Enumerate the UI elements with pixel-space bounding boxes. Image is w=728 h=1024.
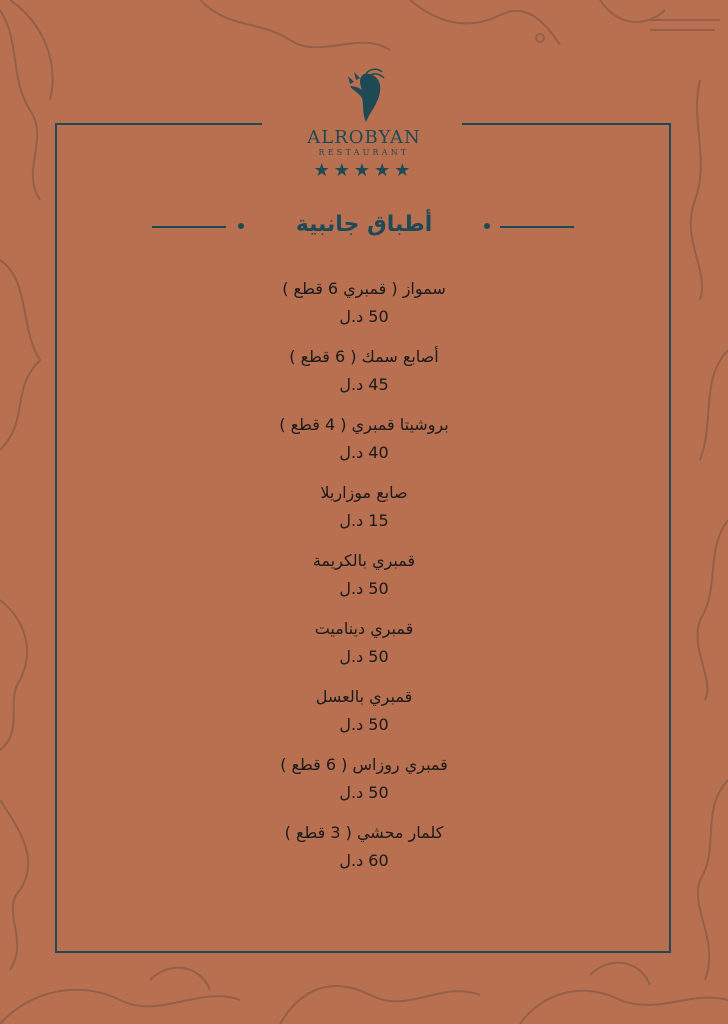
menu-item-price: 50 د.ل bbox=[339, 783, 389, 802]
menu-item bbox=[0, 820, 728, 888]
menu-item-price: 50 د.ل bbox=[339, 715, 389, 734]
menu-item bbox=[0, 548, 728, 616]
heading-dot-right bbox=[484, 223, 490, 229]
menu-item-price: 50 د.ل bbox=[339, 307, 389, 326]
menu-item bbox=[0, 480, 728, 548]
menu-item-price: 15 د.ل bbox=[339, 511, 389, 530]
menu-item-name: أصابع سمك ( 6 قطع ) bbox=[289, 347, 439, 366]
menu-item-name: كلمار محشي ( 3 قطع ) bbox=[284, 823, 444, 842]
brand-subtitle: RESTAURANT bbox=[318, 148, 410, 157]
menu-item-name: سمواز ( قمبري 6 قطع ) bbox=[282, 279, 446, 298]
section-title: أطباق جانبية bbox=[295, 212, 433, 237]
menu-item bbox=[0, 684, 728, 752]
menu-item-price: 50 د.ل bbox=[339, 579, 389, 598]
section-heading bbox=[0, 207, 728, 243]
rating-stars: ★★★★★ bbox=[313, 160, 415, 181]
shrimp-logo-icon bbox=[340, 68, 388, 126]
menu-item bbox=[0, 344, 728, 412]
brand-name: ALROBYAN bbox=[307, 127, 421, 148]
menu-item-price: 45 د.ل bbox=[339, 375, 389, 394]
menu-item bbox=[0, 616, 728, 684]
menu-item-name: بروشيتا قمبري ( 4 قطع ) bbox=[279, 415, 449, 434]
menu-item-price: 40 د.ل bbox=[339, 443, 389, 462]
restaurant-logo bbox=[0, 68, 728, 181]
menu-item-name: صابع موزاريلا bbox=[320, 483, 408, 502]
menu-item-name: قمبري ديناميت bbox=[314, 619, 414, 638]
menu-item-name: قمبري روزاس ( 6 قطع ) bbox=[280, 755, 448, 774]
menu-item-price: 60 د.ل bbox=[339, 851, 389, 870]
menu-item-price: 50 د.ل bbox=[339, 647, 389, 666]
menu-item-name: قمبري بالكريمة bbox=[312, 551, 416, 570]
menu-item bbox=[0, 276, 728, 344]
menu-item-name: قمبري بالعسل bbox=[315, 687, 413, 706]
menu-items-list bbox=[0, 276, 728, 888]
menu-item bbox=[0, 752, 728, 820]
heading-rule-right bbox=[500, 226, 574, 228]
menu-item bbox=[0, 412, 728, 480]
